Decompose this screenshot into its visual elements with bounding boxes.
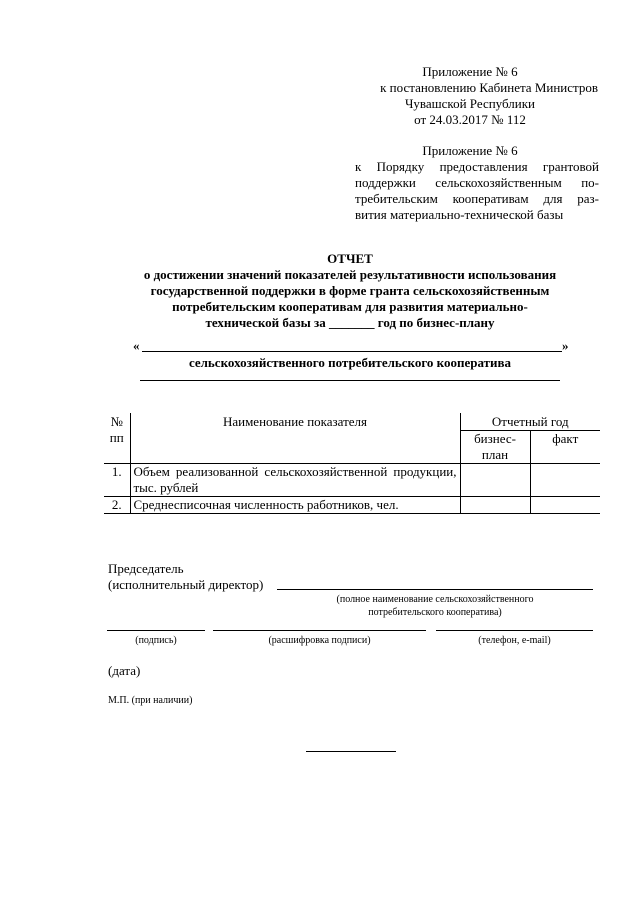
phone-line	[436, 630, 593, 631]
appendix-decree-line3: от 24.03.2017 № 112	[414, 112, 526, 127]
row-name: Среднесписочная численность работников, чел.	[130, 497, 460, 514]
header-year: Отчетный год	[460, 413, 600, 431]
decode-line	[213, 630, 426, 631]
row-fact[interactable]	[530, 497, 600, 514]
header-fact: факт	[530, 431, 600, 464]
date-label: (дата)	[108, 663, 141, 678]
signature-caption: (подпись)	[135, 635, 177, 646]
report-subtitle-line3: потребительским кооперативам для развития материально-	[172, 299, 528, 314]
decode-caption: (расшифровка подписи)	[268, 635, 371, 646]
row-plan[interactable]	[460, 497, 530, 514]
row-plan[interactable]	[460, 464, 530, 497]
org-name-line	[277, 589, 593, 590]
row-num: 2.	[104, 497, 130, 514]
appendix-decree-title: Приложение № 6	[422, 64, 518, 79]
appendix-order-line3: требительским кооперативам для раз-	[355, 191, 599, 206]
footer-separator	[306, 751, 396, 752]
appendix-decree-line1: к постановлению Кабинета Министров	[380, 80, 598, 95]
appendix-order-line1: к Порядку предоставления грантовой	[355, 159, 599, 174]
cooperative-caption: сельскохозяйственного потребительского кооператива	[188, 355, 512, 370]
report-subtitle-line2: государственной поддержки в форме гранта сельскохозяйственным	[150, 283, 550, 298]
org-name-caption-line2: потребительского кооператива)	[368, 607, 502, 618]
header-name: Наименование показателя	[130, 413, 460, 464]
org-name-caption-line1: (полное наименование сельскохозяйственного	[336, 594, 534, 605]
signature-line	[107, 630, 205, 631]
appendix-order-line2: поддержки сельскохозяйственным по-	[355, 175, 599, 190]
table-row	[104, 464, 600, 497]
row-fact[interactable]	[530, 464, 600, 497]
row-name: Объем реализованной сельскохозяйственной продукции, тыс. рублей	[130, 464, 460, 497]
quote-close: »	[562, 338, 569, 353]
director-label: (исполнительный директор)	[108, 577, 264, 592]
indicators-table	[104, 413, 600, 514]
table-row	[104, 497, 600, 514]
cooperative-name-blank	[142, 351, 562, 352]
row-num: 1.	[104, 464, 130, 497]
stamp-label: М.П. (при наличии)	[108, 695, 193, 706]
header-num: № пп	[104, 413, 130, 464]
report-subtitle-line1: о достижении значений показателей результативности использования	[143, 267, 557, 282]
appendix-decree-line2: Чувашской Республики	[404, 96, 536, 111]
cooperative-blank-line	[140, 380, 560, 381]
phone-caption: (телефон, e-mail)	[478, 635, 551, 646]
report-title: ОТЧЕТ	[327, 251, 373, 266]
report-subtitle-line4: технической базы за _______ год по бизнес-плану	[205, 315, 495, 330]
appendix-order-title: Приложение № 6	[422, 143, 518, 158]
table-header-row	[104, 413, 600, 431]
header-plan: бизнес-план	[460, 431, 530, 464]
quote-open: «	[133, 338, 140, 353]
appendix-order-line4: вития материально-технической базы	[355, 207, 564, 222]
chairman-label: Председатель	[108, 561, 184, 576]
